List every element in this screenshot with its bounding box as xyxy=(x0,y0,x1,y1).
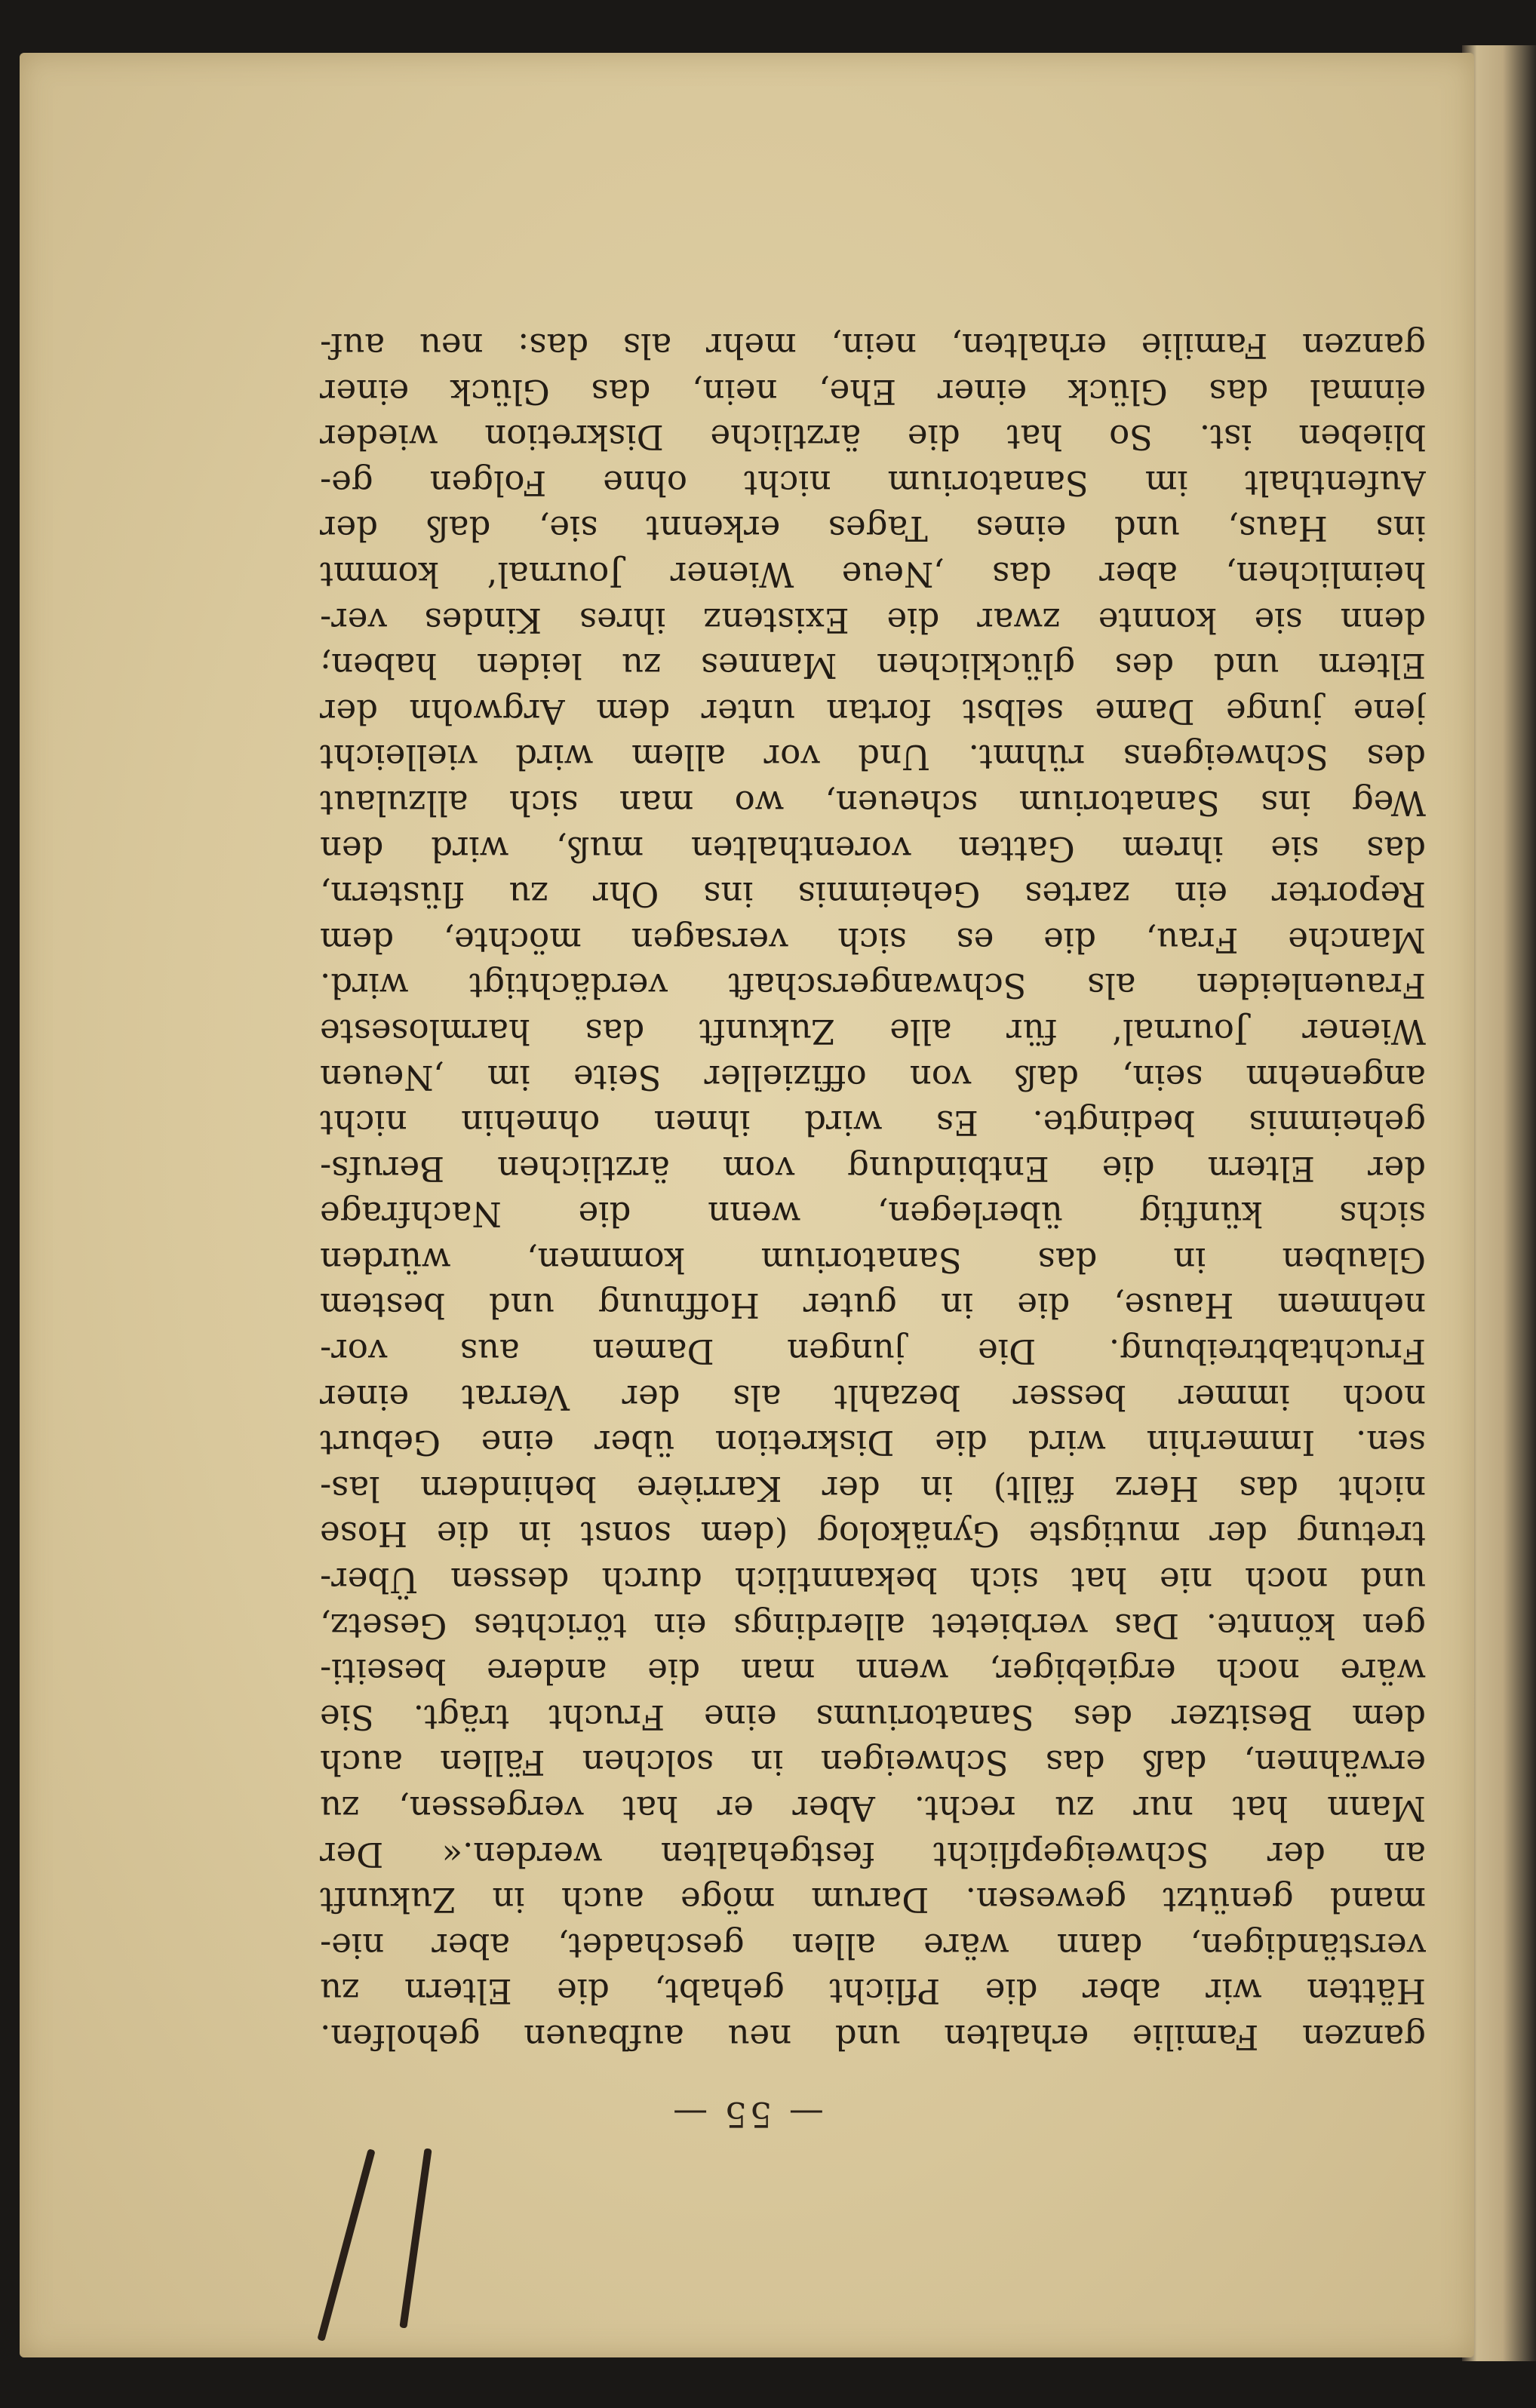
text-line: erwähnen, daß das Schweigen in solchen Fällen auch xyxy=(320,1743,1426,1783)
text-line: jene junge Dame selbst fortan unter dem Argwohn der xyxy=(320,691,1426,732)
text-line: nehmem Hause, die in guter Hoffnung und bestem xyxy=(320,1285,1426,1326)
text-line: nicht das Herz fällt) in der Karrière behindern las- xyxy=(320,1468,1426,1509)
text-line: denn sie konnte zwar die Existenz ihres Kindes ver- xyxy=(320,600,1426,640)
text-line: des Schweigens rühmt. Und vor allem wird vielleicht xyxy=(320,737,1426,778)
body-text xyxy=(320,322,1426,2059)
text-line: noch immer besser bezahlt als der Verrat einer xyxy=(320,1377,1426,1417)
text-line: sichs künftig überlegen, wenn die Nachfrage xyxy=(320,1194,1426,1235)
text-line: blieben ist. So hat die ärztliche Diskretion wieder xyxy=(320,417,1426,458)
text-line: Fruchtabtreibung. Die jungen Damen aus vor- xyxy=(320,1331,1426,1372)
text-line: Hätten wir aber die Pflicht gehabt, die Eltern zu xyxy=(320,1971,1426,2012)
text-line: Frauenleiden als Schwangerschaft verdächtigt wird. xyxy=(320,966,1426,1006)
text-line: und noch nie hat sich bekanntlich durch dessen Über- xyxy=(320,1560,1426,1601)
text-line: einmal das Glück einer Ehe, nein, das Glück einer xyxy=(320,371,1426,412)
upside-down-content xyxy=(20,53,1474,2357)
text-line: ganzen Familie erhalten und neu aufbauen geholfen. xyxy=(320,2017,1426,2057)
text-line: Manche Frau, die es sich versagen möchte, dem xyxy=(320,920,1426,960)
text-line: Glauben in das Sanatorium kommen, würden xyxy=(320,1239,1426,1280)
text-line: tretung der mutigste Gynäkolog (dem sonst in die Hose xyxy=(320,1514,1426,1555)
text-line: Eltern und des glücklichen Mannes zu leiden haben; xyxy=(320,646,1426,686)
text-line: ganzen Familie erhalten, nein, mehr als das: neu auf- xyxy=(320,326,1426,367)
text-line: ins Haus, und eines Tages erkennt sie, daß der xyxy=(320,508,1426,549)
text-line: Wiener Journal‘ für alle Zukunft das harmloseste xyxy=(320,1011,1426,1052)
text-line: gen könnte. Das verbietet allerdings ein törichtes Gesetz, xyxy=(320,1605,1426,1646)
text-line: Aufenthalt im Sanatorium nicht ohne Folgen ge- xyxy=(320,462,1426,503)
text-line: mand genützt gewesen. Darum möge auch in Zukunft xyxy=(320,1880,1426,1921)
text-line: geheimnis bedingte. Es wird ihnen ohnehin nicht xyxy=(320,1103,1426,1144)
text-line: das sie ihrem Gatten vorenthalten muß, wird den xyxy=(320,828,1426,869)
text-line: Reporter ein zartes Geheimnis ins Ohr zu flüstern, xyxy=(320,874,1426,915)
text-line: an der Schweigepflicht festgehalten werden.« Der xyxy=(320,1834,1426,1875)
text-line: verständigen, dann wäre allen geschadet, aber nie- xyxy=(320,1925,1426,1966)
text-line: angenehm sein, daß von offizieller Seite im ‚Neuen xyxy=(320,1057,1426,1098)
text-line: wäre noch ergiebiger, wenn man die andere beseiti- xyxy=(320,1651,1426,1692)
text-line: der Eltern die Entbindung vom ärztlichen Berufs- xyxy=(320,1148,1426,1189)
text-line: Mann hat nur zu recht. Aber er hat vergessen, zu xyxy=(320,1789,1426,1829)
text-line: Weg ins Sanatorium scheuen, wo man sich allzulaut xyxy=(320,782,1426,823)
text-line: sen. Immerhin wird die Diskretion über eine Geburt xyxy=(320,1423,1426,1464)
page-number: — 55 — xyxy=(670,2094,824,2135)
text-line: heimlichen, aber das ‚Neue Wiener Journal‘ kommt xyxy=(320,554,1426,594)
handwritten-stroke xyxy=(317,2148,375,2342)
text-line: dem Besitzer des Sanatoriums eine Frucht trägt. Sie xyxy=(320,1697,1426,1737)
paper-page xyxy=(20,53,1474,2357)
handwritten-stroke xyxy=(399,2148,432,2328)
